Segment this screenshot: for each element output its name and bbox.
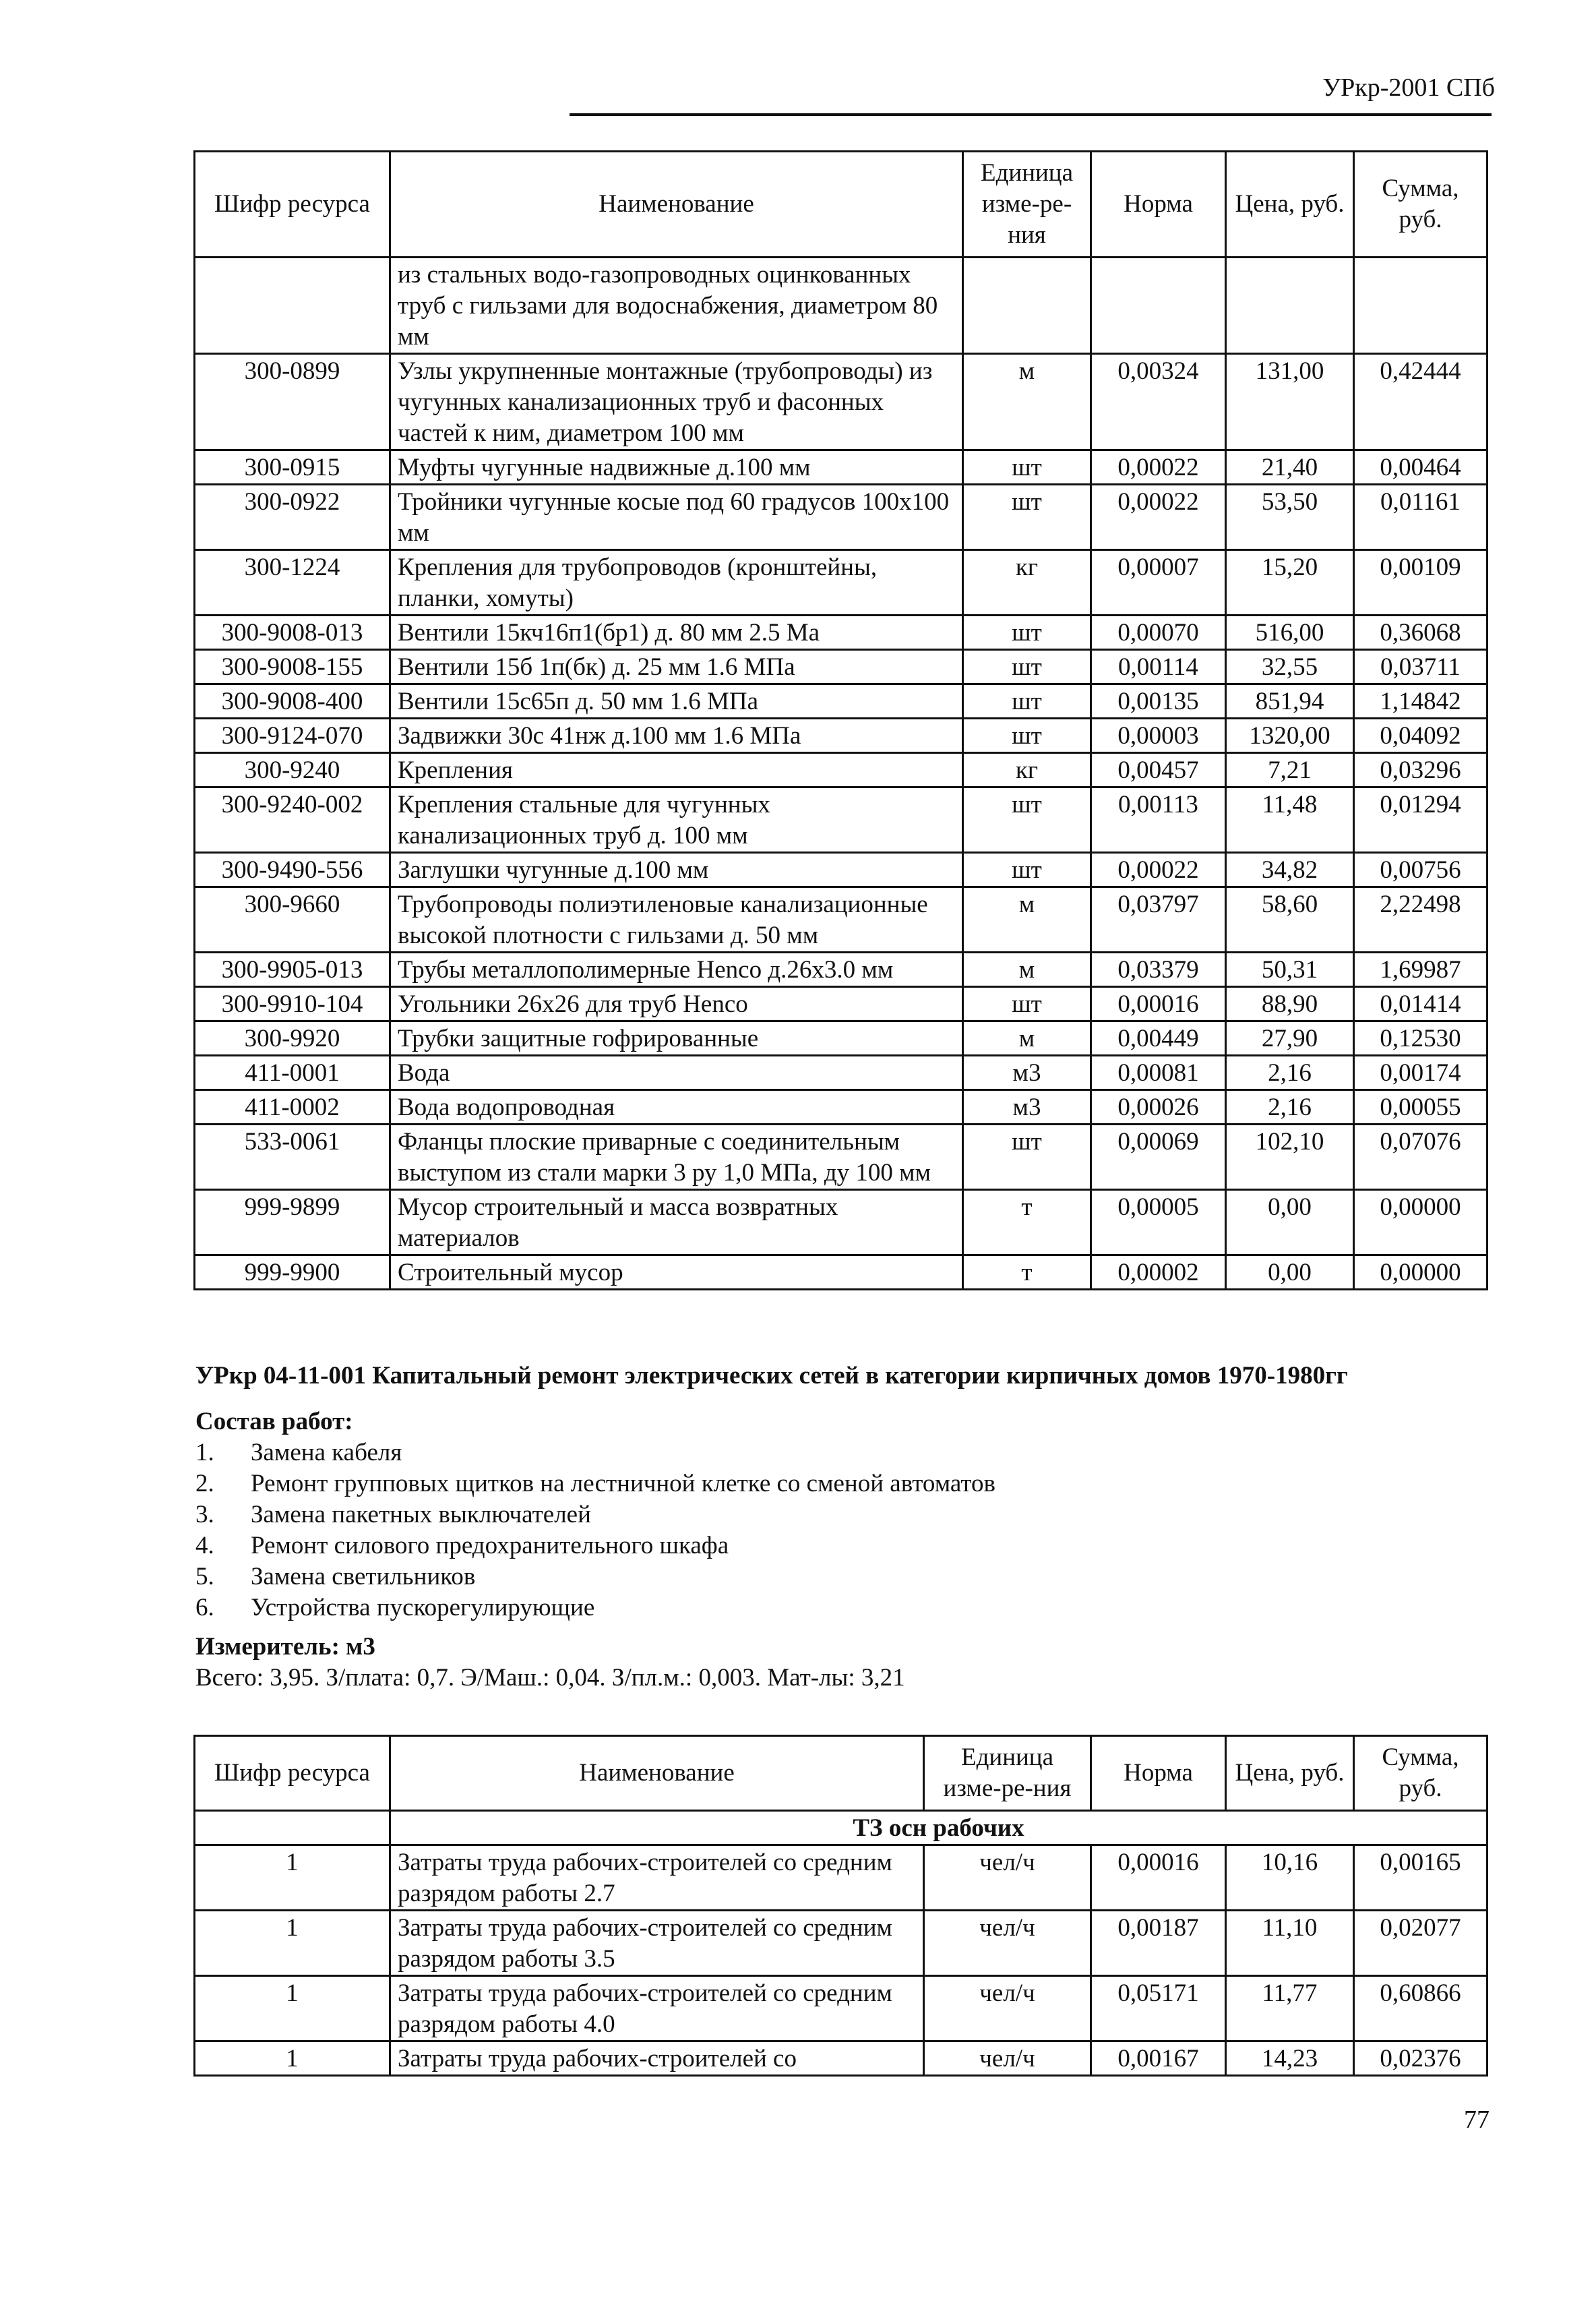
table-header-row <box>195 152 1487 258</box>
cell-norm: 0,00003 <box>1091 719 1226 753</box>
cell-name: Затраты труда рабочих-строителей со средним разрядом работы 3.5 <box>390 1911 924 1976</box>
header-unit: Единица изме-ре-ния <box>963 152 1091 258</box>
cell-code <box>195 258 390 354</box>
table-row <box>195 753 1487 787</box>
cell-name: Угольники 26х26 для труб Henco <box>390 987 963 1021</box>
list-item <box>195 1468 1496 1499</box>
cell-norm: 0,00449 <box>1091 1021 1226 1056</box>
cell-name: Вентили 15кч16п1(бр1) д. 80 мм 2.5 Ма <box>390 616 963 650</box>
cell-price: 50,31 <box>1226 953 1354 987</box>
cell-norm: 0,03379 <box>1091 953 1226 987</box>
cell-sum: 0,01161 <box>1354 485 1487 550</box>
cell-price: 131,00 <box>1226 354 1354 450</box>
page-number: 77 <box>1464 2106 1490 2134</box>
table-row <box>195 684 1487 719</box>
list-item <box>195 1437 1496 1468</box>
cell-sum <box>1354 258 1487 354</box>
header-rule <box>570 113 1492 116</box>
cell-price: 102,10 <box>1226 1125 1354 1190</box>
cell-unit: кг <box>963 753 1091 787</box>
cell-norm: 0,00026 <box>1091 1090 1226 1125</box>
measure-unit: Измеритель: м3 <box>195 1633 375 1661</box>
cell-sum: 0,07076 <box>1354 1125 1487 1190</box>
cell-name: Строительный мусор <box>390 1255 963 1290</box>
cell-unit: м <box>963 1021 1091 1056</box>
cell-price: 32,55 <box>1226 650 1354 684</box>
cell-code: 300-9920 <box>195 1021 390 1056</box>
cell-name: Муфты чугунные надвижные д.100 мм <box>390 450 963 485</box>
cell-unit: м3 <box>963 1056 1091 1090</box>
totals-line: Всего: 3,95. З/плата: 0,7. Э/Маш.: 0,04. З/пл.м.: 0,003. Мат-лы: 3,21 <box>195 1664 905 1692</box>
cell-unit: шт <box>963 650 1091 684</box>
header-name: Наименование <box>390 152 963 258</box>
table-row <box>195 354 1487 450</box>
cell-sum: 0,02376 <box>1354 2041 1487 2076</box>
cell-name: Фланцы плоские приварные с соединительным выступом из стали марки 3 ру 1,0 МПа, ду 100 мм <box>390 1125 963 1190</box>
cell-sum: 0,02077 <box>1354 1911 1487 1976</box>
cell-norm: 0,05171 <box>1091 1976 1226 2041</box>
cell-code: 411-0001 <box>195 1056 390 1090</box>
header-code: Шифр ресурса <box>195 152 390 258</box>
item-text: Ремонт силового предохранительного шкафа <box>251 1532 729 1559</box>
cell-price: 516,00 <box>1226 616 1354 650</box>
cell-code: 300-9008-400 <box>195 684 390 719</box>
item-number: 5. <box>195 1563 214 1590</box>
resources-table-2 <box>193 1735 1488 2077</box>
header-unit: Единица изме-ре-ния <box>924 1736 1091 1811</box>
document-code: УРкр-2001 СПб <box>1322 73 1495 102</box>
header-code: Шифр ресурса <box>195 1736 390 1811</box>
cell-unit: чел/ч <box>924 1911 1091 1976</box>
cell-name: из стальных водо-газопроводных оцинкованных труб с гильзами для водоснабжения, диаметром 80 мм <box>390 258 963 354</box>
cell-norm: 0,00070 <box>1091 616 1226 650</box>
table-row <box>195 1021 1487 1056</box>
cell-norm: 0,00167 <box>1091 2041 1226 2076</box>
table-row <box>195 485 1487 550</box>
cell-code: 411-0002 <box>195 1090 390 1125</box>
table-row <box>195 1255 1487 1290</box>
cell-sum: 0,01414 <box>1354 987 1487 1021</box>
works-heading: Состав работ: <box>195 1408 353 1435</box>
table-body <box>195 1811 1487 2076</box>
table-row <box>195 550 1487 616</box>
cell-code: 300-9008-013 <box>195 616 390 650</box>
table-row <box>195 953 1487 987</box>
table-row <box>195 987 1487 1021</box>
table-row <box>195 787 1487 853</box>
cell-price: 11,10 <box>1226 1911 1354 1976</box>
cell-norm: 0,00005 <box>1091 1190 1226 1255</box>
cell-sum: 0,03296 <box>1354 753 1487 787</box>
cell-price: 34,82 <box>1226 853 1354 887</box>
cell-sum: 2,22498 <box>1354 887 1487 953</box>
work-section <box>195 1361 1496 1694</box>
cell-code: 300-9905-013 <box>195 953 390 987</box>
list-item <box>195 1561 1496 1592</box>
cell-unit: м <box>963 953 1091 987</box>
cell-unit: шт <box>963 684 1091 719</box>
cell-sum: 0,12530 <box>1354 1021 1487 1056</box>
cell-name: Затраты труда рабочих-строителей со <box>390 2041 924 2076</box>
cell-code: 300-9240-002 <box>195 787 390 853</box>
cell-name: Заглушки чугунные д.100 мм <box>390 853 963 887</box>
cell-unit: м <box>963 354 1091 450</box>
table-row <box>195 2041 1487 2076</box>
header-sum: Сумма, руб. <box>1354 1736 1487 1811</box>
works-list <box>195 1437 1496 1623</box>
cell-name: Крепления стальные для чугунных канализационных труб д. 100 мм <box>390 787 963 853</box>
cell-code: 1 <box>195 1845 390 1911</box>
cell-unit: чел/ч <box>924 1845 1091 1911</box>
table-row <box>195 719 1487 753</box>
item-text: Ремонт групповых щитков на лестничной клетке со сменой автоматов <box>251 1470 995 1497</box>
group-row <box>195 1811 1487 1845</box>
cell-unit: чел/ч <box>924 2041 1091 2076</box>
table-header-row <box>195 1736 1487 1811</box>
cell-unit: т <box>963 1255 1091 1290</box>
cell-unit: шт <box>963 719 1091 753</box>
table-row <box>195 1090 1487 1125</box>
cell-price: 2,16 <box>1226 1056 1354 1090</box>
header-price: Цена, руб. <box>1226 152 1354 258</box>
cell-sum: 1,14842 <box>1354 684 1487 719</box>
cell-code: 999-9899 <box>195 1190 390 1255</box>
cell-norm: 0,00022 <box>1091 450 1226 485</box>
cell-code: 300-9008-155 <box>195 650 390 684</box>
resources-table-1 <box>193 150 1488 1290</box>
cell-sum: 0,36068 <box>1354 616 1487 650</box>
cell-price: 851,94 <box>1226 684 1354 719</box>
group-label: ТЗ осн рабочих <box>390 1811 1487 1845</box>
cell-unit: чел/ч <box>924 1976 1091 2041</box>
cell-norm: 0,00324 <box>1091 354 1226 450</box>
cell-unit: шт <box>963 485 1091 550</box>
cell-sum: 0,00464 <box>1354 450 1487 485</box>
cell-code: 533-0061 <box>195 1125 390 1190</box>
cell-norm: 0,00114 <box>1091 650 1226 684</box>
table-body <box>195 258 1487 1290</box>
cell-sum: 0,00055 <box>1354 1090 1487 1125</box>
table-row <box>195 650 1487 684</box>
table-row <box>195 853 1487 887</box>
cell-unit <box>963 258 1091 354</box>
cell-code: 1 <box>195 1911 390 1976</box>
item-text: Замена светильников <box>251 1563 476 1590</box>
cell-name: Вода водопроводная <box>390 1090 963 1125</box>
cell-name: Крепления для трубопроводов (кронштейны, планки, хомуты) <box>390 550 963 616</box>
list-item <box>195 1530 1496 1561</box>
cell-name: Вентили 15с65п д. 50 мм 1.6 МПа <box>390 684 963 719</box>
item-number: 3. <box>195 1501 214 1528</box>
cell-norm: 0,00069 <box>1091 1125 1226 1190</box>
cell-sum: 0,00174 <box>1354 1056 1487 1090</box>
cell-price: 14,23 <box>1226 2041 1354 2076</box>
cell-unit: шт <box>963 787 1091 853</box>
cell-sum: 0,01294 <box>1354 787 1487 853</box>
cell-price: 88,90 <box>1226 987 1354 1021</box>
cell-code: 300-9660 <box>195 887 390 953</box>
cell-name: Задвижки 30с 41нж д.100 мм 1.6 МПа <box>390 719 963 753</box>
cell-norm: 0,00016 <box>1091 987 1226 1021</box>
cell-norm: 0,00007 <box>1091 550 1226 616</box>
cell-price: 7,21 <box>1226 753 1354 787</box>
cell-price: 0,00 <box>1226 1190 1354 1255</box>
cell-unit: м3 <box>963 1090 1091 1125</box>
cell-price: 21,40 <box>1226 450 1354 485</box>
cell-name: Тройники чугунные косые под 60 градусов 100х100 мм <box>390 485 963 550</box>
cell-norm: 0,00187 <box>1091 1911 1226 1976</box>
cell-norm: 0,00022 <box>1091 853 1226 887</box>
table-row <box>195 450 1487 485</box>
cell-sum: 0,00756 <box>1354 853 1487 887</box>
cell-name: Вентили 15б 1п(бк) д. 25 мм 1.6 МПа <box>390 650 963 684</box>
item-number: 1. <box>195 1439 214 1466</box>
cell-norm: 0,00081 <box>1091 1056 1226 1090</box>
section-title: УРкр 04-11-001 Капитальный ремонт электрических сетей в категории кирпичных домов 1970-1980гг <box>195 1362 1348 1390</box>
cell-name: Трубы металлополимерные Henco д.26х3.0 мм <box>390 953 963 987</box>
table-row <box>195 1976 1487 2041</box>
header-price: Цена, руб. <box>1226 1736 1354 1811</box>
cell-price: 58,60 <box>1226 887 1354 953</box>
cell-sum: 0,00000 <box>1354 1255 1487 1290</box>
cell-code: 1 <box>195 1976 390 2041</box>
item-number: 6. <box>195 1594 214 1621</box>
table-row <box>195 616 1487 650</box>
cell-norm: 0,00135 <box>1091 684 1226 719</box>
header-norm: Норма <box>1091 1736 1226 1811</box>
cell-code: 300-0922 <box>195 485 390 550</box>
item-text: Замена кабеля <box>251 1439 402 1466</box>
cell-price: 15,20 <box>1226 550 1354 616</box>
cell-unit: т <box>963 1190 1091 1255</box>
cell-norm: 0,00113 <box>1091 787 1226 853</box>
cell-code: 300-1224 <box>195 550 390 616</box>
cell-price: 1320,00 <box>1226 719 1354 753</box>
list-item <box>195 1499 1496 1530</box>
cell-price: 11,77 <box>1226 1976 1354 2041</box>
cell-sum: 0,42444 <box>1354 354 1487 450</box>
group-spacer <box>195 1811 390 1845</box>
item-number: 2. <box>195 1470 214 1497</box>
cell-sum: 0,00109 <box>1354 550 1487 616</box>
cell-norm: 0,00022 <box>1091 485 1226 550</box>
cell-unit: шт <box>963 1125 1091 1190</box>
cell-norm: 0,00016 <box>1091 1845 1226 1911</box>
header-name: Наименование <box>390 1736 924 1811</box>
cell-code: 300-9124-070 <box>195 719 390 753</box>
item-text: Устройства пускорегулирующие <box>251 1594 595 1621</box>
cell-unit: шт <box>963 616 1091 650</box>
cell-price: 0,00 <box>1226 1255 1354 1290</box>
item-number: 4. <box>195 1532 214 1559</box>
table-row <box>195 1125 1487 1190</box>
cell-name: Крепления <box>390 753 963 787</box>
table-row <box>195 1911 1487 1976</box>
table-row <box>195 258 1487 354</box>
table-row <box>195 887 1487 953</box>
cell-unit: кг <box>963 550 1091 616</box>
cell-code: 300-0915 <box>195 450 390 485</box>
cell-code: 300-9490-556 <box>195 853 390 887</box>
cell-name: Трубки защитные гофрированные <box>390 1021 963 1056</box>
cell-price: 27,90 <box>1226 1021 1354 1056</box>
header-norm: Норма <box>1091 152 1226 258</box>
cell-sum: 0,00165 <box>1354 1845 1487 1911</box>
cell-sum: 0,60866 <box>1354 1976 1487 2041</box>
cell-price: 2,16 <box>1226 1090 1354 1125</box>
cell-unit: шт <box>963 987 1091 1021</box>
cell-sum: 1,69987 <box>1354 953 1487 987</box>
table-row <box>195 1190 1487 1255</box>
cell-name: Мусор строительный и масса возвратных материалов <box>390 1190 963 1255</box>
cell-norm: 0,00457 <box>1091 753 1226 787</box>
cell-norm: 0,03797 <box>1091 887 1226 953</box>
cell-sum: 0,03711 <box>1354 650 1487 684</box>
cell-price: 53,50 <box>1226 485 1354 550</box>
cell-unit: шт <box>963 450 1091 485</box>
cell-norm <box>1091 258 1226 354</box>
cell-name: Трубопроводы полиэтиленовые канализационные высокой плотности с гильзами д. 50 мм <box>390 887 963 953</box>
cell-code: 1 <box>195 2041 390 2076</box>
cell-sum: 0,00000 <box>1354 1190 1487 1255</box>
cell-unit: шт <box>963 853 1091 887</box>
item-text: Замена пакетных выключателей <box>251 1501 591 1528</box>
cell-price: 11,48 <box>1226 787 1354 853</box>
table-row <box>195 1845 1487 1911</box>
table-row <box>195 1056 1487 1090</box>
cell-sum: 0,04092 <box>1354 719 1487 753</box>
cell-name: Узлы укрупненные монтажные (трубопроводы) из чугунных канализационных труб и фасонных частей к ним, диаметром 100 мм <box>390 354 963 450</box>
cell-norm: 0,00002 <box>1091 1255 1226 1290</box>
cell-name: Затраты труда рабочих-строителей со средним разрядом работы 2.7 <box>390 1845 924 1911</box>
header-sum: Сумма, руб. <box>1354 152 1487 258</box>
cell-price <box>1226 258 1354 354</box>
cell-code: 300-9240 <box>195 753 390 787</box>
cell-code: 300-0899 <box>195 354 390 450</box>
cell-name: Вода <box>390 1056 963 1090</box>
cell-code: 999-9900 <box>195 1255 390 1290</box>
cell-code: 300-9910-104 <box>195 987 390 1021</box>
cell-unit: м <box>963 887 1091 953</box>
cell-price: 10,16 <box>1226 1845 1354 1911</box>
cell-name: Затраты труда рабочих-строителей со средним разрядом работы 4.0 <box>390 1976 924 2041</box>
list-item <box>195 1592 1496 1623</box>
